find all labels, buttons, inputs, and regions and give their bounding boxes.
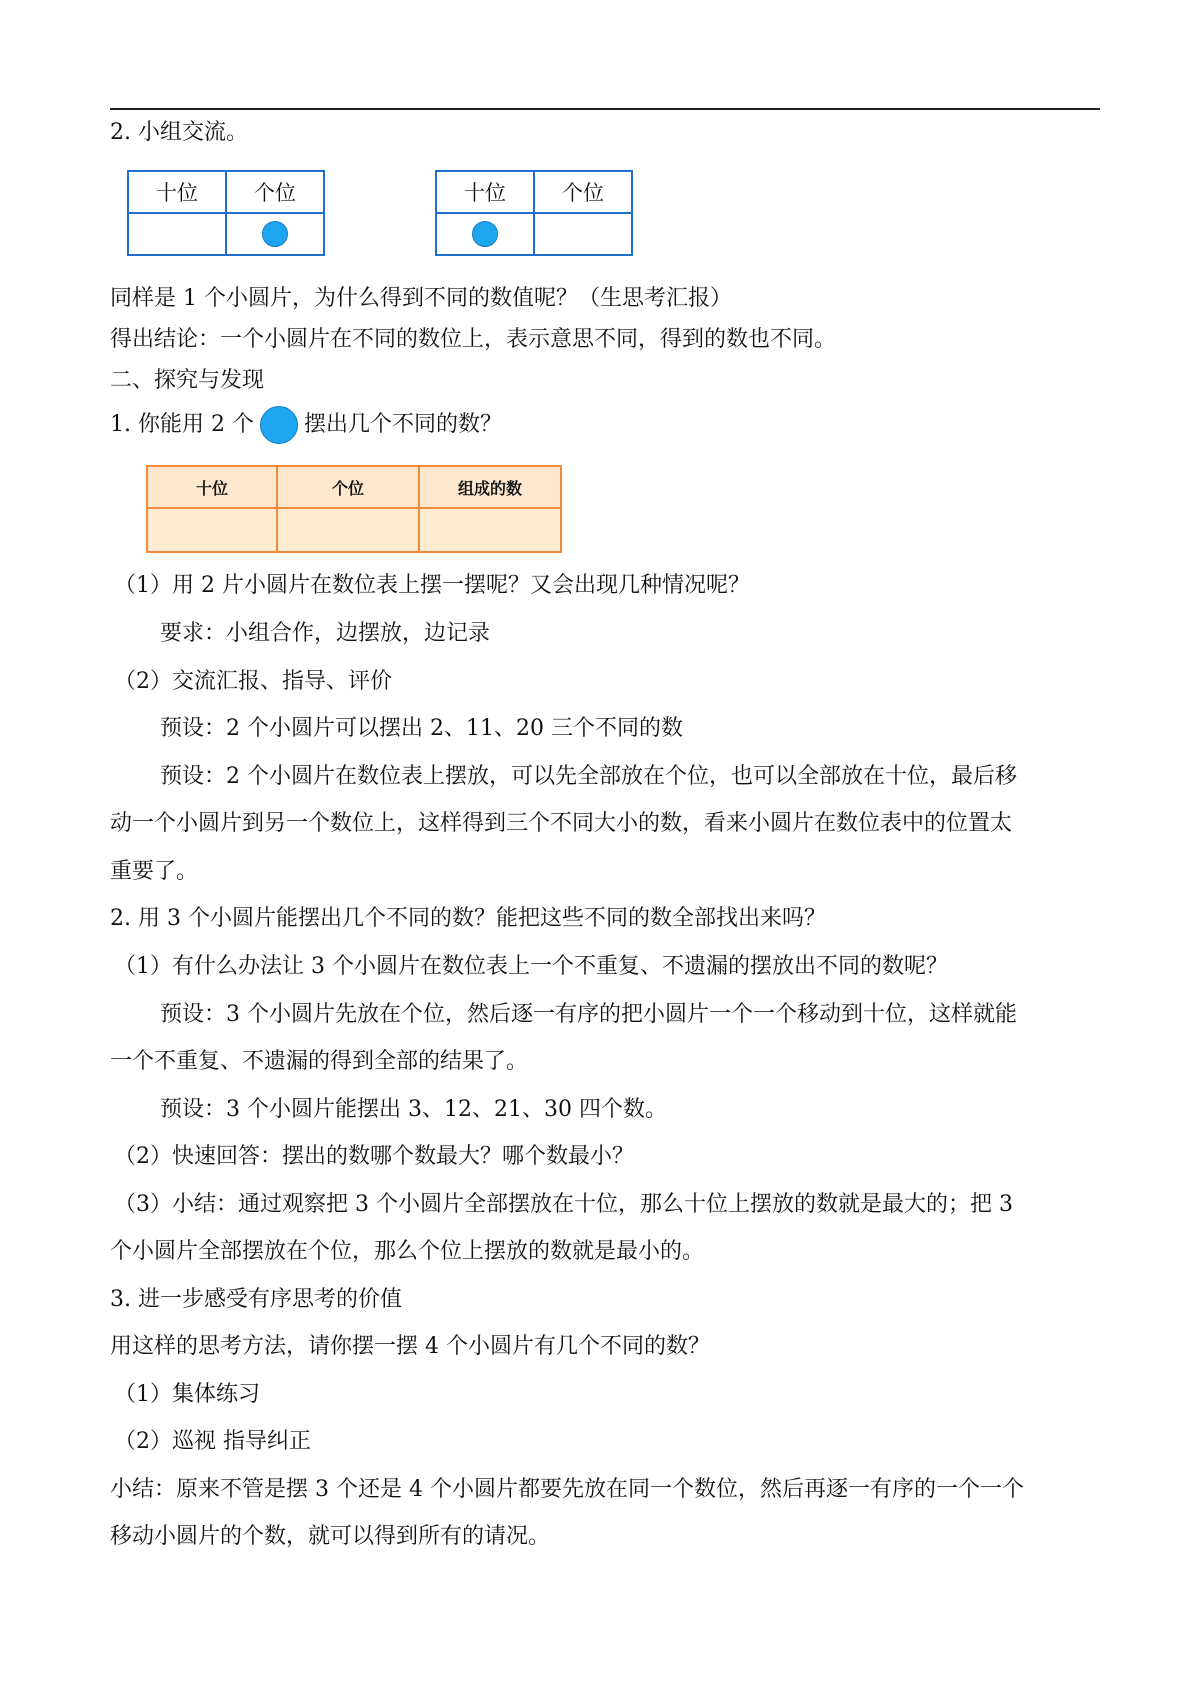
conclusion-text: 得出结论：一个小圆片在不同的数位上，表示意思不同，得到的数也不同。: [110, 327, 837, 352]
question-2-step-3-line-1: （3）小结：通过观察把 3 个小圆片全部摆放在十位，那么十位上摆放的数就是最大的；把 3: [114, 1192, 1013, 1217]
ones-cell: [534, 213, 632, 255]
question-2-step-1: （1）有什么办法让 3 个小圆片在数位表上一个不重复、不遗漏的摆放出不同的数呢？: [114, 954, 948, 979]
question-2: 2. 用 3 个小圆片能摆出几个不同的数？能把这些不同的数全部找出来吗？: [110, 906, 826, 931]
question-2-preset-1-line-2: 一个不重复、不遗漏的得到全部的结果了。: [110, 1049, 529, 1074]
step-2: （2）交流汇报、指导、评价: [114, 669, 392, 694]
group-exchange-heading: 2. 小组交流。: [110, 120, 248, 145]
question-3-step-2: （2）巡视 指导纠正: [114, 1429, 311, 1454]
tens-cell: [147, 508, 277, 552]
tens-cell: [436, 213, 534, 255]
place-value-table-right: [435, 170, 633, 256]
ones-cell: [226, 213, 324, 255]
tens-cell: [128, 213, 226, 255]
step-1: （1）用 2 片小圆片在数位表上摆一摆呢？又会出现几种情况呢？: [114, 573, 750, 598]
counter-dot-icon: [262, 221, 288, 247]
question-3: 3. 进一步感受有序思考的价值: [110, 1287, 402, 1312]
question-2-step-3-line-2: 个小圆片全部摆放在个位，那么个位上摆放的数就是最小的。: [110, 1239, 705, 1264]
step-1-requirement: 要求：小组合作，边摆放，边记录: [160, 621, 491, 646]
ones-header: 个位: [534, 171, 632, 213]
question-1-suffix: 摆出几个不同的数？: [303, 412, 502, 437]
tens-header: 十位: [147, 466, 277, 508]
preset-1: 预设：2 个小圆片可以摆出 2、11、20 三个不同的数: [160, 716, 683, 741]
part2-title: 二、探究与发现: [110, 368, 265, 393]
ones-cell: [277, 508, 419, 552]
question-2-preset-2: 预设：3 个小圆片能摆出 3、12、21、30 四个数。: [160, 1097, 667, 1122]
question-2-step-2: （2）快速回答：摆出的数哪个数最大？哪个数最小？: [114, 1144, 634, 1169]
preset-2-line-3: 重要了。: [110, 859, 199, 884]
number-cell: [419, 508, 561, 552]
counter-dot-icon: [260, 406, 298, 444]
ones-header: 个位: [277, 466, 419, 508]
summary-line-1: 小结：原来不管是摆 3 个还是 4 个小圆片都要先放在同一个数位，然后再逐一有序的一个一个: [110, 1477, 1024, 1502]
number-header: 组成的数: [419, 466, 561, 508]
summary-line-2: 移动小圆片的个数，就可以得到所有的请况。: [110, 1524, 551, 1549]
place-value-table-left: [127, 170, 325, 256]
question-2-preset-1-line-1: 预设：3 个小圆片先放在个位，然后逐一有序的把小圆片一个一个移动到十位，这样就能: [160, 1002, 1017, 1027]
tens-header: 十位: [436, 171, 534, 213]
question-1: [110, 406, 502, 444]
question-3-step-1: （1）集体练习: [114, 1382, 260, 1407]
preset-2-line-1: 预设：2 个小圆片在数位表上摆放，可以先全部放在个位，也可以全部放在十位，最后移: [160, 764, 1017, 789]
preset-2-line-2: 动一个小圆片到另一个数位上，这样得到三个不同大小的数，看来小圆片在数位表中的位置太: [110, 811, 1013, 836]
tens-header: 十位: [128, 171, 226, 213]
same-one-question: 同样是 1 个小圆片，为什么得到不同的数值呢？（生思考汇报）: [110, 286, 732, 311]
composition-table: [146, 465, 562, 553]
header-rule: [110, 108, 1100, 110]
question-1-prefix: 1. 你能用 2 个: [110, 412, 254, 437]
counter-dot-icon: [472, 221, 498, 247]
ones-header: 个位: [226, 171, 324, 213]
question-3-text: 用这样的思考方法，请你摆一摆 4 个小圆片有几个不同的数？: [110, 1334, 710, 1359]
